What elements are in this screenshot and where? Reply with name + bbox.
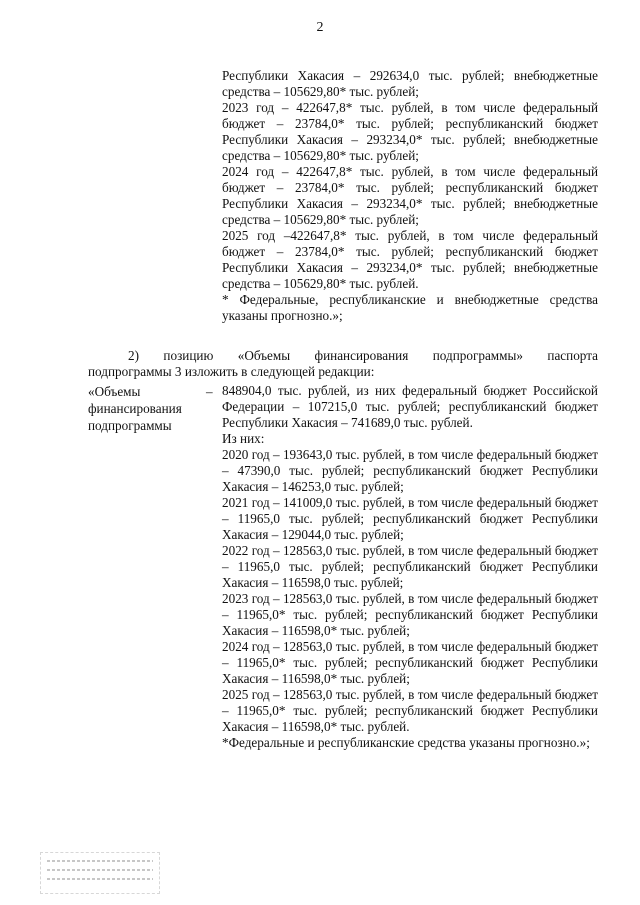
stamp-line xyxy=(47,860,153,862)
funding-of-them: Из них: xyxy=(222,431,265,446)
position-label-line-2: финансирования xyxy=(88,401,182,416)
stamp-line xyxy=(47,878,153,880)
funding-year-2023: 2023 год – 128563,0 тыс. рублей, в том числе федеральный бюджет – 11965,0* тыс. рублей; республиканский бюджет Республики Хакасия – 116598,0* тыс. рублей; xyxy=(222,591,598,638)
stamp-line xyxy=(47,869,153,871)
funding-year-2020: 2020 год – 193643,0 тыс. рублей, в том числе федеральный бюджет – 47390,0 тыс. рублей; республиканский бюджет Республики Хакасия – 146253,0 тыс. рублей; xyxy=(222,447,598,494)
position-label xyxy=(88,383,218,434)
page-number: 2 xyxy=(316,20,324,35)
position-label-line-1: «Объемы xyxy=(88,384,141,399)
footnote-forecast: * Федеральные, республиканские и внебюджетные средства указаны прогнозно.»; xyxy=(222,292,598,323)
subprogram-funding-block xyxy=(222,383,598,751)
funding-year-2022: 2022 год – 128563,0 тыс. рублей, в том числе федеральный бюджет – 11965,0 тыс. рублей; республиканский бюджет Республики Хакасия – 116598,0 тыс. рублей; xyxy=(222,543,598,590)
funding-line-2022-tail: Республики Хакасия – 292634,0 тыс. рублей; внебюджетные средства – 105629,80* тыс. рублей; xyxy=(222,68,598,99)
funding-year-2024: 2024 год – 128563,0 тыс. рублей, в том числе федеральный бюджет – 11965,0* тыс. рублей; республиканский бюджет Республики Хакасия – 116598,0* тыс. рублей; xyxy=(222,639,598,686)
amendment-paragraph-2 xyxy=(88,348,598,380)
position-label-line-3: подпрограммы xyxy=(88,418,172,433)
funding-continuation-block xyxy=(222,68,598,324)
funding-line-2023: 2023 год – 422647,8* тыс. рублей, в том числе федеральный бюджет – 23784,0* тыс. рублей; республиканский бюджет Республики Хакасия – 293234,0* тыс. рублей; внебюджетные средства – 105629,80* тыс. рублей; xyxy=(222,100,598,163)
position-dash: – xyxy=(206,384,213,399)
funding-year-2021: 2021 год – 141009,0 тыс. рублей, в том числе федеральный бюджет – 11965,0 тыс. рублей; республиканский бюджет Республики Хакасия – 129044,0 тыс. рублей; xyxy=(222,495,598,542)
funding-year-2025: 2025 год – 128563,0 тыс. рублей, в том числе федеральный бюджет – 11965,0* тыс. рублей; республиканский бюджет Республики Хакасия – 116598,0* тыс. рублей. xyxy=(222,687,598,734)
faded-stamp xyxy=(40,852,160,894)
amendment-line-2: подпрограммы 3 изложить в следующей редакции: xyxy=(88,364,375,379)
footnote-forecast-2: *Федеральные и республиканские средства указаны прогнозно.»; xyxy=(222,735,590,750)
amendment-line-1: 2) позицию «Объемы финансирования подпрограммы» паспорта xyxy=(128,348,598,363)
funding-line-2025: 2025 год –422647,8* тыс. рублей, в том числе федеральный бюджет – 23784,0* тыс. рублей; республиканский бюджет Республики Хакасия – 293234,0* тыс. рублей; внебюджетные средства – 105629,80* тыс. рублей. xyxy=(222,228,598,291)
funding-line-2024: 2024 год – 422647,8* тыс. рублей, в том числе федеральный бюджет – 23784,0* тыс. рублей; республиканский бюджет Республики Хакасия – 293234,0* тыс. рублей; внебюджетные средства – 105629,80* тыс. рублей; xyxy=(222,164,598,227)
funding-total: 848904,0 тыс. рублей, из них федеральный бюджет Российской Федерации – 107215,0 тыс. рублей; республиканский бюджет Республики Хакасия – 741689,0 тыс. рублей. xyxy=(222,383,598,430)
